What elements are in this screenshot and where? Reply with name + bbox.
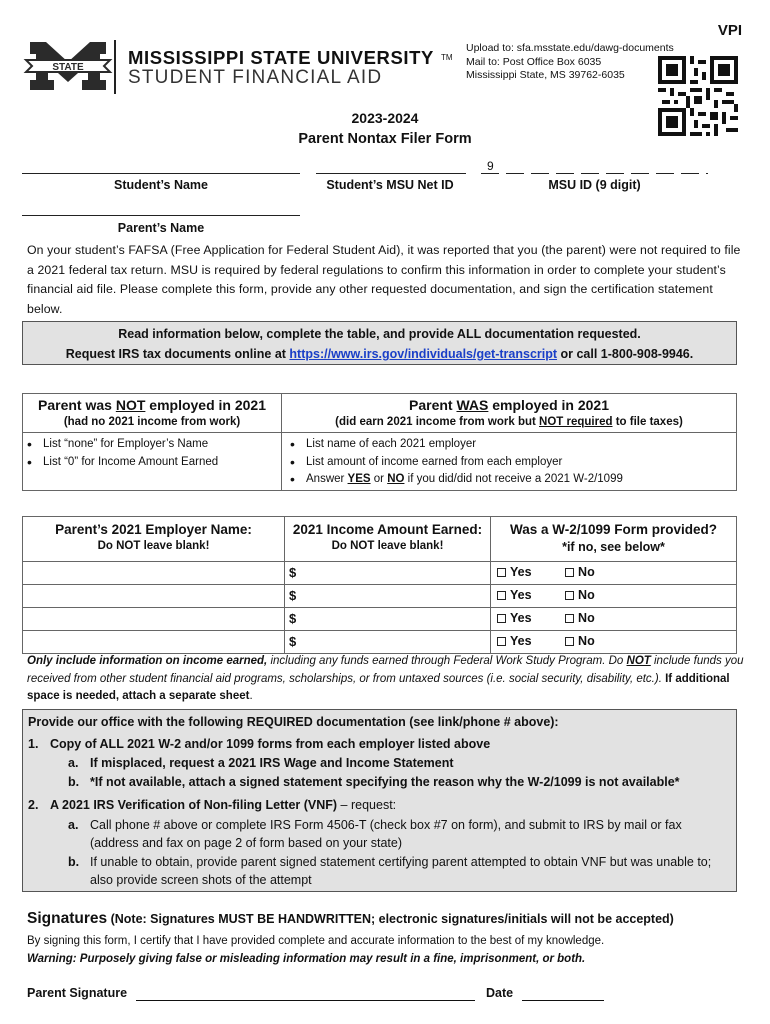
w2-yes-checkbox[interactable]: Yes xyxy=(497,565,532,579)
income-amount-input[interactable]: $ xyxy=(285,585,491,608)
net-id-line[interactable] xyxy=(316,173,466,174)
employer-income-table xyxy=(22,516,737,654)
col-employer-title: Parent’s 2021 Employer Name: xyxy=(55,522,252,537)
income-amount-input[interactable]: $ xyxy=(285,631,491,654)
employed-header: Parent WAS employed in 2021 (did earn 2021 income from work but NOT required to file taxes) xyxy=(282,394,737,433)
item-1-number: 1. xyxy=(28,737,39,751)
item-1a-label: a. xyxy=(68,756,79,770)
w2-no-checkbox[interactable]: No xyxy=(565,611,595,625)
date-label: Date xyxy=(486,986,514,1000)
employed-instructions xyxy=(282,433,737,491)
employed-sub: (did earn 2021 income from work but NOT required to file taxes) xyxy=(335,416,683,428)
university-name: MISSISSIPPI STATE UNIVERSITY xyxy=(128,47,434,68)
item-2a-label: a. xyxy=(68,818,79,832)
w2-no-checkbox[interactable]: No xyxy=(565,565,595,579)
employer-name-input[interactable] xyxy=(23,585,285,608)
notice-box xyxy=(22,321,737,365)
item-2-text: A 2021 IRS Verification of Non-filing Letter (VNF) – request: xyxy=(50,798,397,812)
not-employed-instructions xyxy=(23,433,282,491)
list-item: • List name of each 2021 employer xyxy=(286,436,736,454)
msu-id-line[interactable] xyxy=(481,173,708,174)
parent-name-line[interactable] xyxy=(22,215,300,216)
w2-no-checkbox[interactable]: No xyxy=(565,588,595,602)
notice-text: Request IRS tax documents online at xyxy=(65,347,290,361)
item-2b-text: If unable to obtain, provide parent signed statement certifying parent attempted to obtain VNF but was unable to; also provide screen shots of the attempt xyxy=(90,855,712,887)
form-title: Parent Nontax Filer Form xyxy=(298,131,472,147)
required-heading: Provide our office with the following REQUIRED documentation (see link/phone # above): xyxy=(28,715,559,729)
item-1b-label: b. xyxy=(68,775,80,789)
col-employer-sub: Do NOT leave blank! xyxy=(97,540,210,552)
w2-yes-checkbox[interactable]: Yes xyxy=(497,611,532,625)
trademark: TM xyxy=(441,53,453,62)
parent-signature-line[interactable] xyxy=(136,1000,475,1001)
col-income-header xyxy=(285,517,491,562)
w2-provided-options xyxy=(491,562,737,585)
not-employed-header: Parent was NOT employed in 2021 (had no 2021 income from work) xyxy=(23,394,282,433)
employer-name-input[interactable] xyxy=(23,608,285,631)
parent-name-label: Parent’s Name xyxy=(117,221,205,235)
table-row xyxy=(23,608,737,631)
student-name-line[interactable] xyxy=(22,173,300,174)
address-upload: Upload to: sfa.msstate.edu/dawg-documents xyxy=(466,42,674,54)
col-employer-header xyxy=(23,517,285,562)
employment-status-table xyxy=(22,393,737,491)
employer-name-input[interactable] xyxy=(23,631,285,654)
msu-id-prefix: 9 xyxy=(487,159,494,173)
item-1a-text: If misplaced, request a 2021 IRS Wage and Income Statement xyxy=(90,756,454,770)
address-city: Mississippi State, MS 39762-6035 xyxy=(466,69,625,81)
table-row xyxy=(23,585,737,608)
w2-yes-checkbox[interactable]: Yes xyxy=(497,588,532,602)
msu-logo xyxy=(22,40,114,92)
col-income-title: 2021 Income Amount Earned: xyxy=(292,522,483,537)
msu-id-label: MSU ID (9 digit) xyxy=(548,178,641,192)
list-item: • Answer YES or NO if you did/did not receive a 2021 W-2/1099 xyxy=(286,471,736,489)
department-name: STUDENT FINANCIAL AID xyxy=(128,67,383,88)
form-code: VPI xyxy=(717,22,742,39)
signatures-heading: Signatures (Note: Signatures MUST BE HANDWRITTEN; electronic signatures/initials will not be accepted) xyxy=(27,910,674,927)
w2-yes-checkbox[interactable]: Yes xyxy=(497,634,532,648)
required-docs-box xyxy=(22,709,737,892)
item-2-number: 2. xyxy=(28,798,39,812)
notice-line2 xyxy=(23,344,736,364)
date-line[interactable] xyxy=(522,1000,604,1001)
item-2b-label: b. xyxy=(68,855,80,869)
form-year: 2023-2024 xyxy=(351,110,419,126)
w2-no-checkbox[interactable]: No xyxy=(565,634,595,648)
item-1b-text: *If not available, attach a signed statement specifying the reason why the W-2/1099 is not available* xyxy=(90,775,680,789)
list-item: • List “0” for Income Amount Earned xyxy=(23,454,281,472)
logo-text: STATE xyxy=(52,62,84,73)
not-employed-sub: (had no 2021 income from work) xyxy=(63,416,241,428)
irs-transcript-link[interactable]: https://www.irs.gov/individuals/get-transcript xyxy=(289,347,558,361)
mailing-address xyxy=(466,42,674,83)
notice-phone: or call 1-800-908-9946. xyxy=(557,347,694,361)
list-item: • List “none” for Employer’s Name xyxy=(23,436,281,454)
parent-signature-label: Parent Signature xyxy=(27,986,128,1000)
student-name-label: Student’s Name xyxy=(113,178,208,192)
income-amount-input[interactable]: $ xyxy=(285,608,491,631)
net-id-label: Student’s MSU Net ID xyxy=(326,178,454,192)
col-w2-sub: *if no, see below* xyxy=(562,540,665,554)
col-income-sub: Do NOT leave blank! xyxy=(331,540,444,552)
intro-paragraph: On your student’s FAFSA (Free Application for Federal Student Aid), it was reported that you (the parent) were not required to file a 2021 federal tax return. MSU is required by federal regulations to confirm this information in order to complete your student’s financial aid file. Please complete this form, provide any other requested documentation, and sign the certification statement below. xyxy=(27,243,741,316)
certification-text: By signing this form, I certify that I have provided complete and accurate information to the best of my knowledge. xyxy=(27,935,605,947)
item-2a-text: Call phone # above or complete IRS Form 4506-T (check box #7 on form), and submit to IRS by mail or fax (address and fax on page 2 of form based on your state) xyxy=(90,818,682,850)
notice-line1: Read information below, complete the table, and provide ALL documentation requested. xyxy=(118,327,641,341)
col-w2-header xyxy=(491,517,737,562)
income-amount-input[interactable]: $ xyxy=(285,562,491,585)
w2-provided-options xyxy=(491,585,737,608)
income-note: Only include information on income earned, including any funds earned through Federal Work Study Program. Do NOT include funds you received from other student financial aid programs, scholarships, or from untaxed sources (i.e. social security, disability, etc.). If additional space is needed, attach a separate sheet. xyxy=(27,655,744,702)
table-row xyxy=(23,562,737,585)
warning-text: Warning: Purposely giving false or misleading information may result in a fine, imprisonment, or both. xyxy=(27,953,586,965)
col-w2-title: Was a W-2/1099 Form provided? xyxy=(509,522,718,537)
w2-provided-options xyxy=(491,631,737,654)
table-row xyxy=(23,631,737,654)
list-item: • List amount of income earned from each employer xyxy=(286,454,736,472)
employer-name-input[interactable] xyxy=(23,562,285,585)
address-mail: Mail to: Post Office Box 6035 xyxy=(466,55,602,68)
logo-divider xyxy=(114,40,116,94)
w2-provided-options xyxy=(491,608,737,631)
item-1-text: Copy of ALL 2021 W-2 and/or 1099 forms from each employer listed above xyxy=(50,737,491,751)
